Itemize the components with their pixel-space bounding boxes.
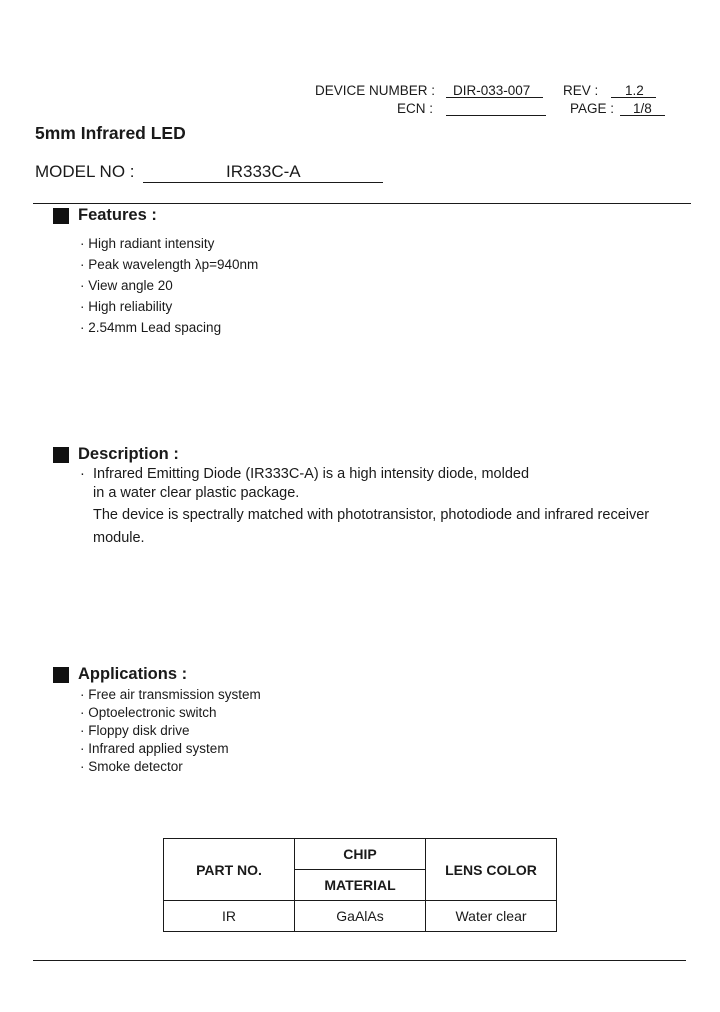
page-title: 5mm Infrared LED	[35, 123, 186, 143]
header-chip: CHIP	[295, 839, 426, 870]
page-label: PAGE :	[570, 101, 615, 116]
feature-item: · Peak wavelength λp=940nm	[80, 257, 259, 272]
application-item: · Infrared applied system	[80, 741, 229, 756]
ecn-underline	[446, 115, 546, 116]
model-value: IR333C-A	[226, 162, 301, 181]
application-item: · Floppy disk drive	[80, 723, 190, 738]
feature-item: · High reliability	[80, 299, 173, 314]
cell-material: GaAlAs	[295, 901, 426, 932]
features-square-icon	[53, 208, 69, 224]
description-square-icon	[53, 447, 69, 463]
model-label: MODEL NO :	[35, 162, 135, 181]
feature-item: · High radiant intensity	[80, 236, 215, 251]
applications-square-icon	[53, 667, 69, 683]
description-line: The device is spectrally matched with phototransistor, photodiode and infrared receiver	[93, 507, 650, 523]
model-underline	[143, 182, 383, 183]
application-item: · Smoke detector	[80, 759, 183, 774]
description-line: in a water clear plastic package.	[93, 485, 300, 501]
cell-part-no: IR	[164, 901, 295, 932]
bottom-divider	[33, 960, 686, 961]
rev-underline	[611, 97, 656, 98]
feature-item: · 2.54mm Lead spacing	[80, 320, 222, 335]
header-part-no: PART NO.	[164, 839, 295, 901]
page-underline	[620, 115, 665, 116]
description-line: module.	[93, 530, 145, 546]
device-number-value: DIR-033-007	[453, 83, 531, 98]
part-spec-table	[163, 838, 557, 932]
application-item: · Free air transmission system	[80, 687, 261, 702]
applications-title: Applications :	[78, 665, 188, 683]
table-row	[164, 901, 557, 932]
application-item: · Optoelectronic switch	[80, 705, 217, 720]
feature-item: · View angle 20	[80, 278, 173, 293]
device-number-label: DEVICE NUMBER :	[315, 83, 436, 98]
description-title: Description :	[78, 445, 179, 463]
device-number-underline	[446, 97, 543, 98]
ecn-label: ECN :	[397, 101, 434, 116]
header-material: MATERIAL	[295, 870, 426, 901]
rev-value: 1.2	[625, 83, 644, 98]
top-divider	[33, 203, 691, 204]
rev-label: REV :	[563, 83, 599, 98]
header-lens-color: LENS COLOR	[426, 839, 557, 901]
features-title: Features :	[78, 206, 157, 224]
description-line: Infrared Emitting Diode (IR333C-A) is a high intensity diode, molded	[93, 466, 530, 482]
description-bullet: ·	[80, 466, 85, 482]
cell-lens-color: Water clear	[426, 901, 557, 932]
page-value: 1/8	[633, 101, 652, 116]
